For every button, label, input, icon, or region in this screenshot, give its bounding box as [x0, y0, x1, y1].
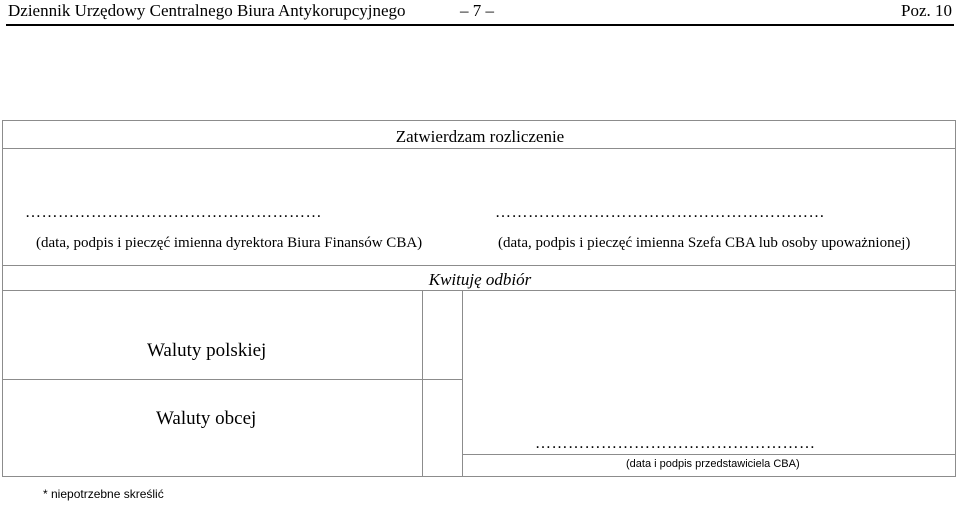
left-signature-dots: ……………………………………………… [25, 204, 322, 221]
approval-title-divider [3, 148, 955, 149]
currency-row-divider [3, 379, 463, 380]
receipt-title-divider [3, 290, 955, 291]
column-divider-right [462, 290, 463, 476]
right-signature-caption: (data, podpis i pieczęć imienna Szefa CBA lub osoby upoważnionej) [498, 235, 911, 251]
page-header [0, 0, 960, 26]
column-divider-left [422, 290, 423, 476]
representative-signature-divider [462, 454, 955, 455]
representative-signature-dots: …………………………………………… [535, 435, 816, 452]
representative-signature-caption: (data i podpis przedstawiciela CBA) [626, 458, 800, 470]
header-rule [6, 24, 954, 26]
settlement-form [2, 120, 956, 477]
receipt-title: Kwituję odbiór [428, 270, 532, 289]
footnote: * niepotrzebne skreślić [43, 487, 164, 501]
approval-title: Zatwierdzam rozliczenie [395, 127, 565, 146]
page-number: – 7 – [460, 1, 494, 20]
position-number: Poz. 10 [901, 1, 952, 20]
receipt-top-divider [3, 265, 955, 266]
left-signature-caption: (data, podpis i pieczęć imienna dyrektora Biura Finansów CBA) [36, 235, 423, 251]
journal-title: Dziennik Urzędowy Centralnego Biura Antykorupcyjnego [8, 1, 406, 20]
polish-currency-label: Waluty polskiej [147, 340, 267, 361]
right-signature-dots: …………………………………………………… [495, 204, 825, 221]
foreign-currency-label: Waluty obcej [156, 408, 257, 429]
